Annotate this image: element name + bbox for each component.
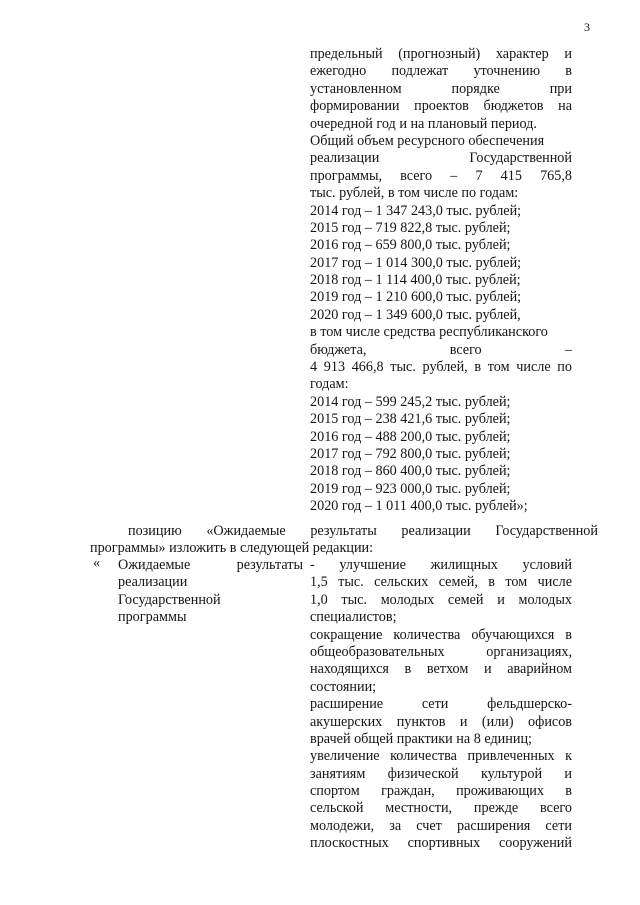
result-line: общеобразовательных организациях, [310, 643, 572, 660]
result-line: 1,5 тыс. сельских семей, в том числе [310, 574, 572, 591]
text-line: годам: [310, 376, 349, 393]
instruction-line: программы» изложить в следующей редакции: [90, 540, 374, 557]
result-line: врачей общей практики на 8 единиц; [310, 730, 532, 747]
text-line: реализации Государственной [310, 150, 572, 167]
result-line: акушерских пунктов и (или) офисов [310, 713, 572, 730]
text-line: 2018 год – 1 114 400,0 тыс. рублей; [310, 272, 521, 289]
label-line: программы [118, 609, 187, 626]
label-line: Государственной [118, 591, 221, 608]
result-line: спортом граждан, проживающих в [310, 783, 572, 800]
text-line: 2014 год – 1 347 243,0 тыс. рублей; [310, 202, 522, 219]
result-line: молодежи, за счет расширения сети [310, 817, 572, 834]
text-line: 2020 год – 1 011 400,0 тыс. рублей»; [310, 498, 528, 515]
text-line: бюджета, всего – [310, 341, 572, 358]
instruction-line: позицию «Ожидаемые результаты реализации Государственной [128, 523, 598, 539]
result-line: сельской местности, прежде всего [310, 800, 572, 817]
result-line: состоянии; [310, 678, 377, 695]
opening-quote: « [93, 555, 101, 571]
text-line: программы, всего – 7 415 765,8 [310, 167, 572, 184]
text-line: 2016 год – 659 800,0 тыс. рублей; [310, 237, 511, 254]
text-line: Общий объем ресурсного обеспечения [310, 132, 545, 149]
text-line: 2017 год – 1 014 300,0 тыс. рублей; [310, 254, 522, 271]
text-line: в том числе средства республиканского [310, 324, 548, 341]
text-line: ежегодно подлежат уточнению в [310, 63, 572, 80]
text-line: установленном порядке при [310, 80, 572, 97]
text-line: тыс. рублей, в том числе по годам: [310, 185, 519, 202]
result-line: расширение сети фельдшерско- [310, 696, 572, 713]
label-line: Ожидаемые результаты [118, 557, 303, 573]
text-line: 2016 год – 488 200,0 тыс. рублей; [310, 428, 511, 445]
text-line: 2019 год – 923 000,0 тыс. рублей; [310, 480, 511, 497]
result-line: специалистов; [310, 609, 397, 626]
text-line: 2015 год – 238 421,6 тыс. рублей; [310, 411, 511, 428]
text-line: формировании проектов бюджетов на [310, 98, 572, 115]
instruction-paragraph [90, 523, 598, 558]
page-number: 3 [584, 20, 590, 34]
label-line: реализации [118, 574, 188, 591]
result-line: 1,0 тыс. молодых семей и молодых [310, 591, 572, 608]
text-line: 2014 год – 599 245,2 тыс. рублей; [310, 393, 511, 410]
text-line: очередной год и на плановый период. [310, 115, 537, 132]
text-line: 4 913 466,8 тыс. рублей, в том числе по [310, 359, 572, 376]
text-line: 2017 год – 792 800,0 тыс. рублей; [310, 445, 511, 462]
text-line: 2019 год – 1 210 600,0 тыс. рублей; [310, 289, 522, 306]
result-line: сокращение количества обучающихся в [310, 626, 572, 643]
expected-results-label [118, 557, 303, 627]
text-line: 2018 год – 860 400,0 тыс. рублей; [310, 463, 511, 480]
text-line: 2020 год – 1 349 600,0 тыс. рублей, [310, 306, 521, 323]
result-line: плоскостных спортивных сооружений [310, 835, 572, 852]
text-line: 2015 год – 719 822,8 тыс. рублей; [310, 219, 511, 236]
text-line: предельный (прогнозный) характер и [310, 46, 572, 62]
result-line: увеличение количества привлеченных к [310, 748, 572, 765]
result-line: находящихся в ветхом и аварийном [310, 661, 572, 678]
result-line: - улучшение жилищных условий [310, 557, 572, 573]
expected-results-text [310, 557, 572, 853]
result-line: занятиям физической культурой и [310, 765, 572, 782]
funding-text-block [310, 46, 572, 516]
